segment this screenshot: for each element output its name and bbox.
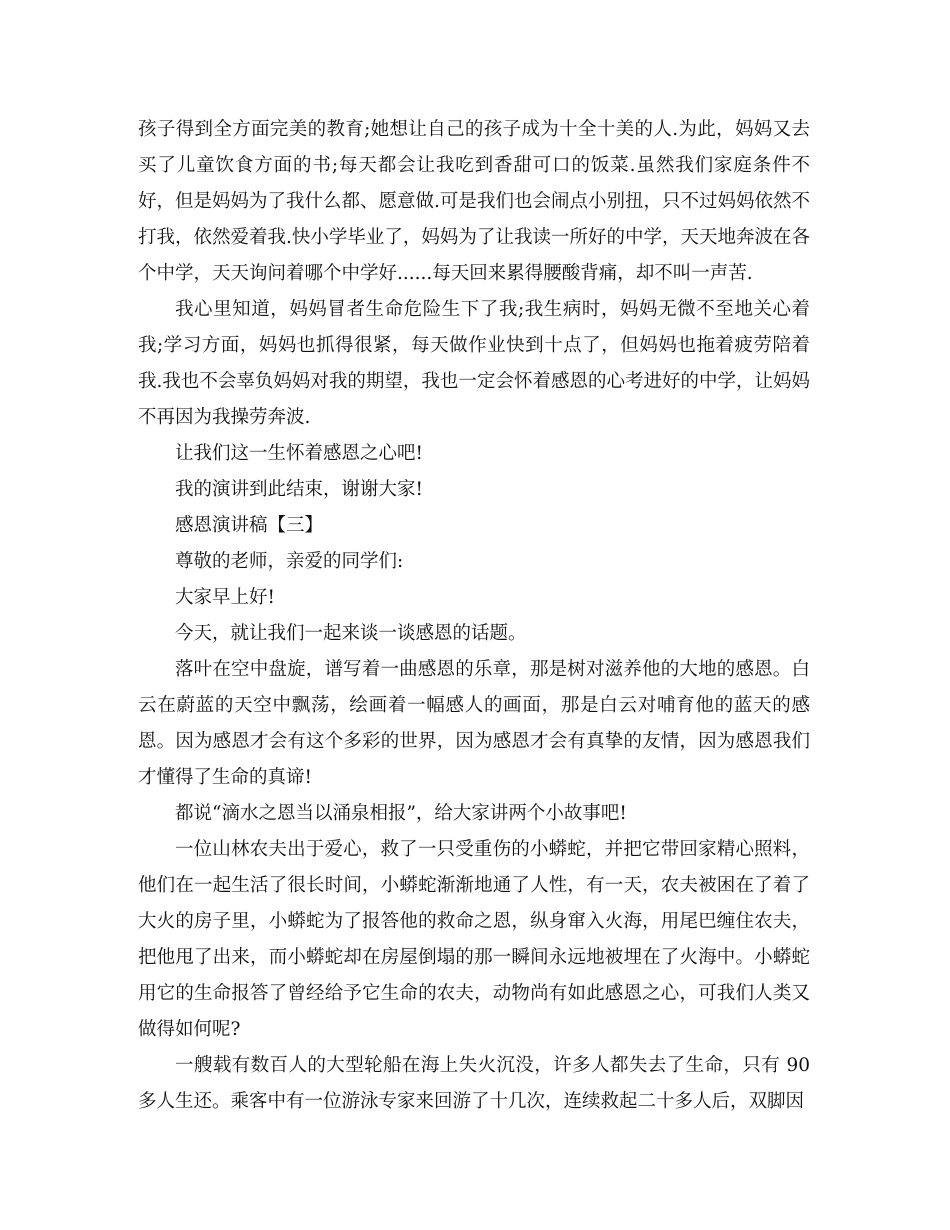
paragraph-gratitude-call: 让我们这一生怀着感恩之心吧! bbox=[175, 443, 423, 464]
paragraph-snake-story: 一位山林农夫出于爱心，救了一只受重伤的小蟒蛇，并把它带回家精心照料，他们在一起生活了很长时间，小蟒蛇渐渐地通了人性，有一天，农夫被困在了着了大火的房子里，小蟒蛇为了报答他的救命之恩，纵身窜入火海，用尾巴缠住农夫，把他甩了出来，而小蟒蛇却在房屋倒塌的那一瞬间永远地被埋在了火海中。小蟒蛇用它的生命报答了曾经给予它生命的农夫，动物尚有如此感恩之心，可我们人类又做得如何呢? bbox=[138, 839, 810, 1040]
paragraph-mother-sacrifice: 我心里知道，妈妈冒者生命危险生下了我;我生病时，妈妈无微不至地关心着我;学习方面，妈妈也抓得很紧，每天做作业快到十点了，但妈妈也拖着疲劳陪着我.我也不会辜负妈妈对我的期望，我也一定会怀着感恩的心考进好的中学，让妈妈不再因为我操劳奔波. bbox=[138, 299, 810, 428]
paragraph-greeting: 大家早上好! bbox=[175, 587, 275, 608]
paragraph-salutation: 尊敬的老师，亲爱的同学们: bbox=[175, 551, 404, 572]
section-heading: 感恩演讲稿【三】 bbox=[175, 515, 324, 536]
paragraph-ship-story: 一艘载有数百人的大型轮船在海上失火沉没，许多人都失去了生命，只有 90 多人生还。乘客中有一位游泳专家来回游了十几次，连续救起二十多人后，双脚因 bbox=[138, 1055, 810, 1112]
paragraph-speech-end: 我的演讲到此结束，谢谢大家! bbox=[175, 479, 423, 500]
paragraph-topic-intro: 今天，就让我们一起来谈一谈感恩的话题。 bbox=[175, 623, 527, 644]
paragraph-leaves-clouds: 落叶在空中盘旋，谱写着一曲感恩的乐章，那是树对滋养他的大地的感恩。白云在蔚蓝的天空中飘荡，绘画着一幅感人的画面，那是白云对哺育他的蓝天的感恩。因为感恩才会有这个多彩的世界，因为感恩才会有真挚的友情，因为感恩我们才懂得了生命的真谛! bbox=[138, 659, 810, 788]
paragraph-mother-education: 孩子得到全方面完美的教育;她想让自己的孩子成为十全十美的人.为此，妈妈又去买了儿童饮食方面的书;每天都会让我吃到香甜可口的饭菜.虽然我们家庭条件不好，但是妈妈为了我什么都、愿意做.可是我们也会闹点小别扭，只不过妈妈依然不打我，依然爱着我.快小学毕业了，妈妈为了让我读一所好的中学，天天地奔波在各个中学，天天询问着哪个中学好......每天回来累得腰酸背痛，却不叫一声苦. bbox=[138, 119, 810, 284]
document-body bbox=[138, 112, 810, 1120]
paragraph-proverb: 都说“滴水之恩当以涌泉相报”，给大家讲两个小故事吧! bbox=[175, 803, 627, 824]
